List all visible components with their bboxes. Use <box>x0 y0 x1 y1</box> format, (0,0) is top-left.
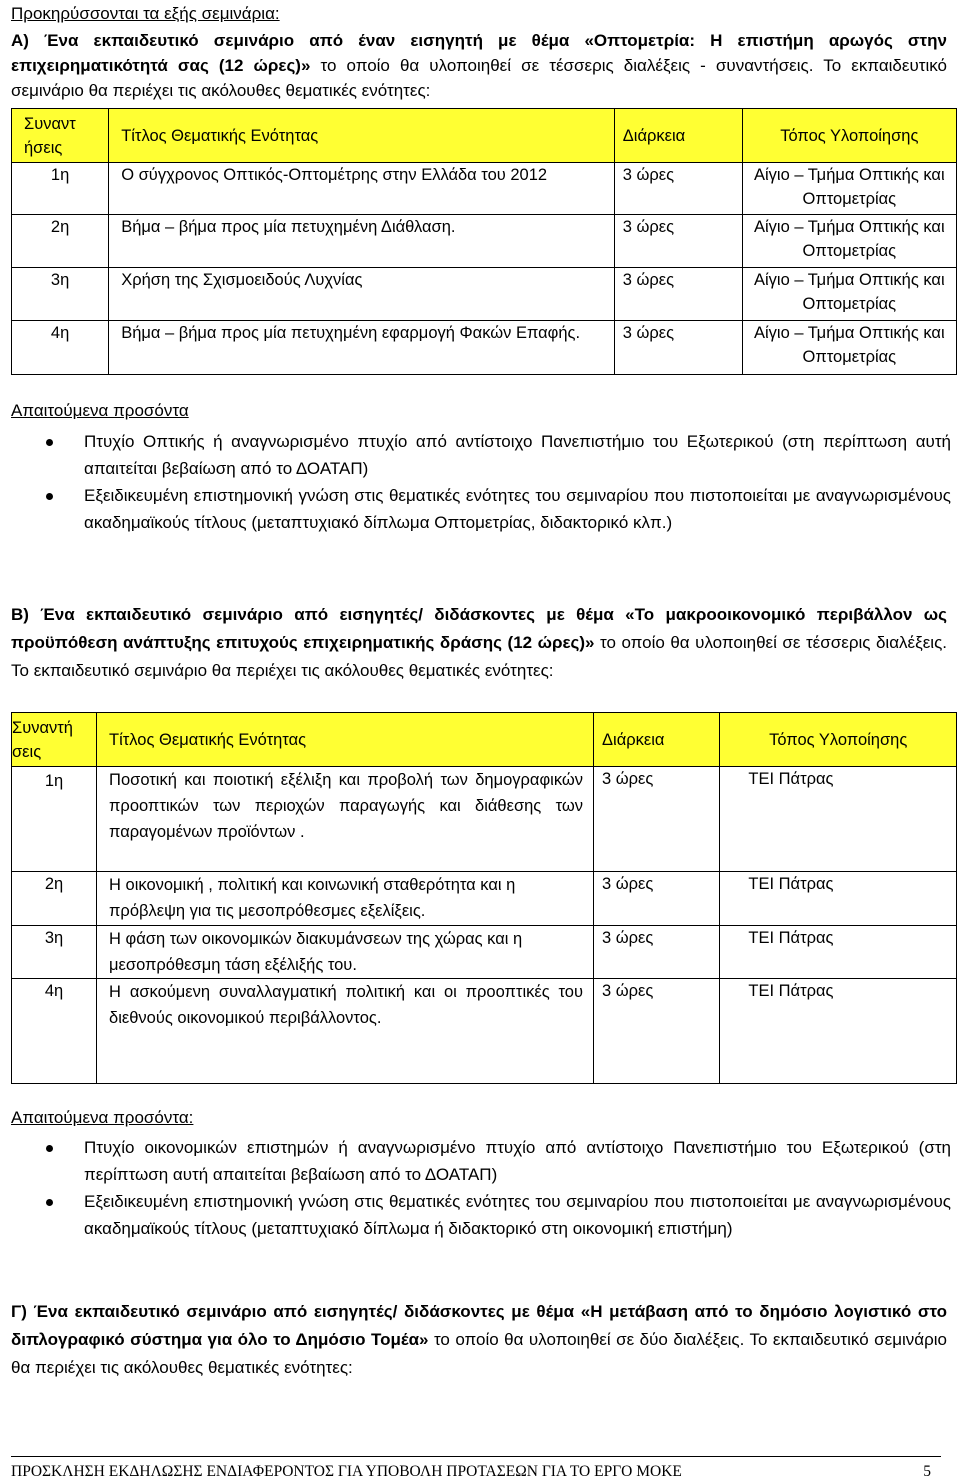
table-row <box>12 767 957 872</box>
header-place: Τόπος Υλοποίησης <box>742 109 956 163</box>
list-item: Εξειδικευμένη επιστημονική γνώση στις θεματικές ενότητες του σεμιναρίου που πιστοποιείται με αναγνωρισμένους ακαδημαϊκούς τίτλους (μεταπτυχιακό δίπλωμα Οπτομετρίας, διδακτορικό κλπ.) <box>11 482 951 536</box>
row-duration: 3 ώρες <box>614 321 742 375</box>
row-number: 3η <box>12 926 97 979</box>
list-item: Πτυχίο οικονομικών επιστημών ή αναγνωρισμένο πτυχίο από αντίστοιχο Πανεπιστήμιο του Εξωτερικού (στη περίπτωση αυτή απαιτείται βεβαίωση από το ΔΟΑΤΑΠ) <box>11 1134 951 1188</box>
bullet-icon <box>46 1199 53 1206</box>
seminar-b-table <box>11 712 957 1084</box>
row-duration: 3 ώρες <box>594 926 720 979</box>
row-duration: 3 ώρες <box>594 979 720 1084</box>
row-place: Αίγιο – Τμήμα Οπτικής και Οπτομετρίας <box>742 215 956 268</box>
header-place: Τόπος Υλοποίησης <box>720 713 957 767</box>
seminar-c-description: το οποίο θα υλοποιηθεί σε δύο διαλέξεις. Το εκπαιδευτικό σεμινάριο θα περιέχει τις ακόλουθες θεματικές ενότητες: <box>11 1330 948 1377</box>
seminar-a-requirements-list <box>11 428 951 536</box>
page-number: 5 <box>923 1463 931 1480</box>
header-duration: Διάρκεια <box>614 109 742 163</box>
seminar-a-description: το οποίο θα υλοποιηθεί σε τέσσερις διαλέξεις - συναντήσεις. Το εκπαιδευτικό σεμινάριο θα περιέχει τις ακόλουθες θεματικές ενότητες: <box>11 56 948 100</box>
table-row <box>12 268 957 321</box>
row-number: 1η <box>12 163 109 215</box>
row-title: Ποσοτική και ποιοτική εξέλιξη και προβολή των δημογραφικών προοπτικών των περιοχών παραγωγής και διάθεσης των παραγομένων προϊόντων . <box>97 767 594 872</box>
header-title: Τίτλος Θεματικής Ενότητας <box>97 713 594 767</box>
seminar-a-table <box>11 108 957 375</box>
table-header-row <box>12 713 957 767</box>
page-heading: Προκηρύσσονται τα εξής σεμινάρια: <box>11 4 280 23</box>
row-title: Βήμα – βήμα προς μία πετυχημένη Διάθλαση. <box>109 215 615 268</box>
row-place: ΤΕΙ Πάτρας <box>720 926 957 979</box>
row-place: ΤΕΙ Πάτρας <box>720 979 957 1084</box>
table-row <box>12 163 957 215</box>
seminar-b-requirements-heading: Απαιτούμενα προσόντα: <box>11 1108 194 1127</box>
row-title: Η ασκούμενη συναλλαγματική πολιτική και οι προοπτικές του διεθνούς οικονομικού περιβάλλοντος. <box>97 979 594 1084</box>
row-duration: 3 ώρες <box>614 163 742 215</box>
row-place: ΤΕΙ Πάτρας <box>720 872 957 926</box>
seminar-c-intro <box>11 1298 947 1382</box>
row-title: Η οικονομική , πολιτική και κοινωνική σταθερότητα και η πρόβλεψη για τις μεσοπρόθεσμες εξελίξεις. <box>97 872 594 926</box>
row-duration: 3 ώρες <box>594 767 720 872</box>
header-meetings: Συναντ ήσεις <box>12 109 109 163</box>
seminar-b-title: Β) Ένα εκπαιδευτικό σεμινάριο από εισηγητές/ διδάσκοντες με θέμα «Το μακροοικονομικό περιβάλλον ως προϋπόθεση ανάπτυξης επιτυχούς επιχειρηματικής δράσης (12 ώρες)» <box>11 605 947 652</box>
row-title: Χρήση της Σχισμοειδούς Λυχνίας <box>109 268 615 321</box>
seminar-b-description: το οποίο θα υλοποιηθεί σε τέσσερις διαλέξεις. Το εκπαιδευτικό σεμινάριο θα περιέχει τις ακόλουθες θεματικές ενότητες: <box>11 633 947 680</box>
row-title: Ο σύγχρονος Οπτικός-Οπτομέτρης στην Ελλάδα του 2012 <box>109 163 615 215</box>
table-row <box>12 321 957 375</box>
seminar-a-title: Α) Ένα εκπαιδευτικό σεμινάριο από έναν εισηγητή με θέμα «Οπτομετρία: Η επιστήμη αρωγός στην επιχειρηματικότητά σας (12 ώρες)» <box>11 31 947 75</box>
row-number: 1η <box>12 767 97 872</box>
seminar-a-requirements-heading: Απαιτούμενα προσόντα <box>11 401 189 420</box>
row-place: ΤΕΙ Πάτρας <box>720 767 957 872</box>
seminar-b-intro <box>11 601 947 685</box>
table-header-row <box>12 109 957 163</box>
row-place: Αίγιο – Τμήμα Οπτικής και Οπτομετρίας <box>742 268 956 321</box>
row-number: 4η <box>12 321 109 375</box>
bullet-icon <box>46 1145 53 1152</box>
seminar-b-requirements-list <box>11 1134 951 1242</box>
header-title: Τίτλος Θεματικής Ενότητας <box>109 109 615 163</box>
bullet-icon <box>46 439 53 446</box>
row-number: 4η <box>12 979 97 1084</box>
table-row <box>12 926 957 979</box>
table-row <box>12 872 957 926</box>
row-number: 3η <box>12 268 109 321</box>
bullet-icon <box>46 493 53 500</box>
table-row <box>12 979 957 1084</box>
list-item: Εξειδικευμένη επιστημονική γνώση στις θεματικές ενότητες του σεμιναρίου που πιστοποιείται με αναγνωρισμένους ακαδημαϊκούς τίτλους (μεταπτυχιακό δίπλωμα ή διδακτορικό στη οικονομική επιστήμη) <box>11 1188 951 1242</box>
header-duration: Διάρκεια <box>594 713 720 767</box>
row-number: 2η <box>12 872 97 926</box>
table-row <box>12 215 957 268</box>
header-meetings: Συναντή σεις <box>12 713 97 767</box>
row-duration: 3 ώρες <box>614 268 742 321</box>
row-title: Βήμα – βήμα προς μία πετυχημένη εφαρμογή Φακών Επαφής. <box>109 321 615 375</box>
row-place: Αίγιο – Τμήμα Οπτικής και Οπτομετρίας <box>742 163 956 215</box>
row-number: 2η <box>12 215 109 268</box>
row-place: Αίγιο – Τμήμα Οπτικής και Οπτομετρίας <box>742 321 956 375</box>
page-footer <box>11 1456 941 1481</box>
row-duration: 3 ώρες <box>594 872 720 926</box>
list-item: Πτυχίο Οπτικής ή αναγνωρισμένο πτυχίο από αντίστοιχο Πανεπιστήμιο του Εξωτερικού (στη περίπτωση αυτή απαιτείται βεβαίωση από το ΔΟΑΤΑΠ) <box>11 428 951 482</box>
footer-text: ΠΡΟΣΚΛΗΣΗ ΕΚΔΗΛΩΣΗΣ ΕΝΔΙΑΦΕΡΟΝΤΟΣ ΓΙΑ ΥΠΟΒΟΛΗ ΠΡΟΤΑΣΕΩΝ ΓΙΑ ΤΟ ΕΡΓΟ ΜΟΚΕ <box>11 1463 682 1480</box>
seminar-a-intro <box>11 28 947 103</box>
row-title: Η φάση των οικονομικών διακυμάνσεων της χώρας και η μεσοπρόθεσμη τάση εξέλιξής του. <box>97 926 594 979</box>
seminar-c-title: Γ) Ένα εκπαιδευτικό σεμινάριο από εισηγητές/ διδάσκοντες με θέμα «Η μετάβαση από το δημόσιο λογιστικό στο διπλογραφικό σύστημα για όλο το Δημόσιο Τομέα» <box>11 1302 947 1349</box>
row-duration: 3 ώρες <box>614 215 742 268</box>
